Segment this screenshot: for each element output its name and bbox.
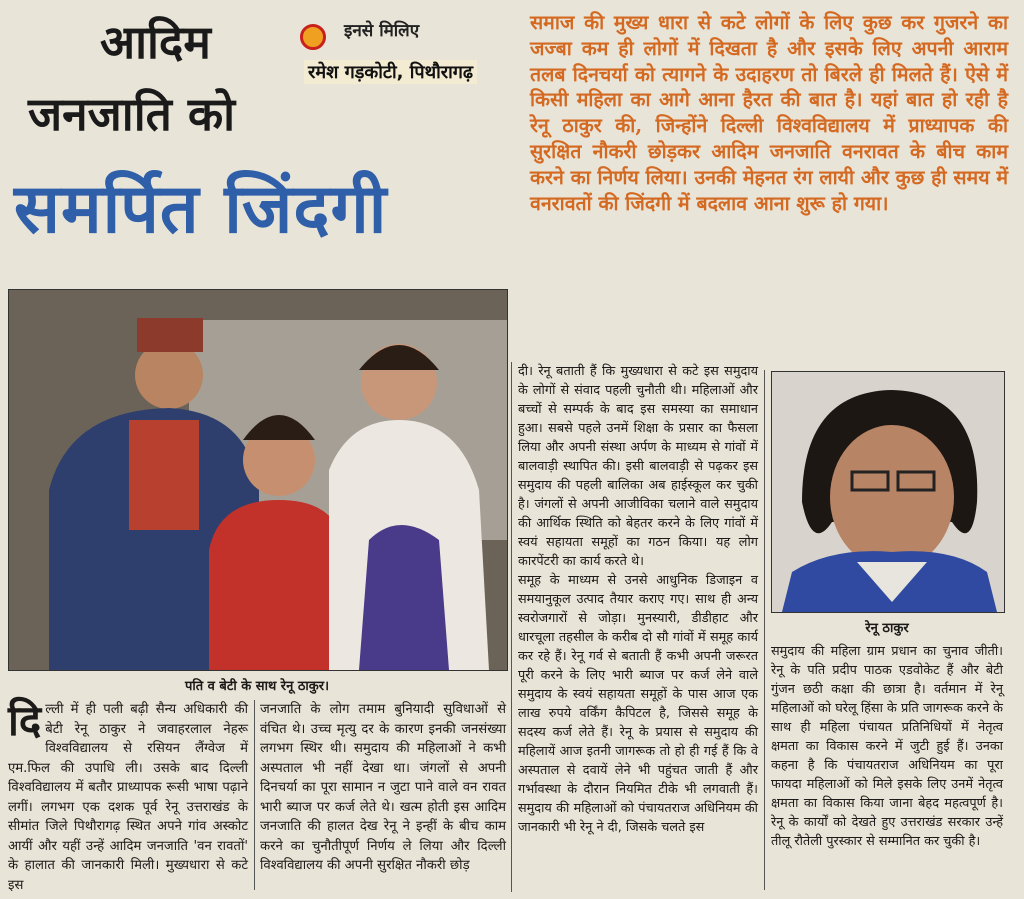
body-column-2-text: जनजाति के लोग तमाम बुनियादी सुविधाओं से वंचित थे। उच्च मृत्यु दर के कारण इनकी जनसंख्या लगभग स्थिर थी। समुदाय की महिलाओं ने कभी अस्पताल भी नहीं देखा था। जंगलों से अपनी दिनचर्या का पूरा सामान न जुटा पाने वाले वन रावत भारी ब्याज पर कर्ज लेते थे। खत्म होती इस आदिम जनजाति की हालत देख रेनू ने इन्हीं के बीच काम करने का चुनौतीपूर्ण निर्णय ले लिया और दिल्ली विश्वविद्यालय की अपनी सुरक्षित नौकरी छोड़ [260,702,506,873]
byline-label: इनसे मिलिए [344,21,420,41]
main-photo [8,289,508,671]
body-column-3 [518,362,758,837]
drop-cap: दि [8,696,42,745]
column-divider [764,370,765,890]
column-divider [511,362,512,892]
body-column-3-text: दी। रेनू बताती हैं कि मुख्यधारा से कटे इस समुदाय के लोगों से संवाद पहली चुनौती थी। महिलाओं और बच्चों से सम्पर्क के बाद इस समस्या का समाधान हुआ। सबसे पहले उनमें शिक्षा के प्रसार का फैसला लिया और अपनी संस्था अर्पण के माध्यम से गांवों में बालवाड़ी स्थापित की। इसी बालवाड़ी से पढ़कर इस समुदाय की पहली बालिका अब हाईस्कूल कर चुकी है। जंगलों से अपनी आजीविका चलाने वाले समुदाय की आर्थिक स्थिति को बेहतर करने के लिए गांवों में स्वयं सहायता समूहों का गठन किया। यह लोग कारपेंटरी का कार्य करते थे। [518,364,758,569]
body-column-1-text: ल्ली में ही पली बढ़ी सैन्य अधिकारी की बेटी रेनू ठाकुर ने जवाहरलाल नेहरू विश्वविद्यालय से रसियन लैंग्वेज में एम.फिल की उपाधि ली। उसके बाद दिल्ली विश्वविद्यालय में बतौर प्राध्यापक रूसी भाषा पढ़ाने लगीं। लगभग एक दशक पूर्व रेनू उत्तराखंड के सीमांत जिले पिथौरागढ़ स्थित अपने गांव अस्कोट आयीं और यहीं उन्हें आदिम जनजाति 'वन रावतों' के हालात की जानकारी मिली। मुख्यधारा से कटे इस [8,702,248,893]
column-divider [254,700,255,890]
intro-paragraph: समाज की मुख्य धारा से कटे लोगों के लिए कुछ कर गुजरने का जज्बा कम ही लोगों में दिखता है और इसके लिए अपनी आराम तलब दिनचर्या को त्यागने के उदाहरण तो बिरले ही मिलते हैं। ऐसे में किसी महिला का आगे आना हैरत की बात है। यहां बात हो रही है रेनू ठाकुर की, जिन्होंने दिल्ली विश्वविद्यालय में प्राध्यापक की सुरक्षित नौकरी छोड़कर आदिम जनजाति वनरावत के बीच काम करने का निर्णय लिया। उनकी मेहनत रंग लायी और कुछ ही समय में वनरावतों की जिंदगी में बदलाव आना शुरू हो गया। [530,11,1008,215]
headline-line-2: जनजाति को [28,87,236,141]
body-column-4 [771,642,1003,851]
main-photo-caption: पति व बेटी के साथ रेनू ठाकुर। [184,679,329,694]
body-column-3-text-continued: समूह के माध्यम से उनसे आधुनिक डिजाइन व समयानुकूल उत्पाद तैयार कराए गए। साथ ही अन्य स्वरोजगारों से जोड़ा। मुनस्यारी, डीडीहाट और धारचूला तहसील के करीब दो सौ गांवों में समूह कार्य कर रहे हैं। रेनू गर्व से बताती हैं कभी अपनी जरूरत पूरी करने के लिए भारी ब्याज पर कर्ज लेने वाले समुदाय के स्वयं सहायता समूहों के पास आज एक लाख रुपये वर्किंग कैपिटल है, जिससे समूह के सदस्य कर्ज लेते हैं। रेनू के प्रयास से समुदाय की महिलायें आज इतनी जागरूक तो हो ही गई हैं कि वे अस्पताल से दवायें लेने भी पहुंचत जाती हैं और गर्भावस्था के दौरान नियमित टीके भी लगवाती हैं। समुदाय की महिलाओं को पंचायतराज अधिनियम की जानकारी भी रेनू ने दी, जिसके चलते इस [518,573,758,835]
body-column-2 [260,700,506,876]
byline-logo-icon [300,24,326,50]
byline-author: रमेश गड़कोटी, पिथौरागढ़ [304,60,477,84]
body-column-1 [8,696,248,895]
portrait-photo [771,371,1005,613]
portrait-photo-figure [772,372,1004,612]
headline-main: समर्पित जिंदगी [14,169,388,249]
main-photo-figures [9,290,507,670]
portrait-photo-caption: रेनू ठाकुर [865,621,909,636]
headline-line-1: आदिम [100,15,211,69]
body-column-4-text: समुदाय की महिला ग्राम प्रधान का चुनाव जीती। रेनू के पति प्रदीप पाठक एडवोकेट हैं और बेटी गुंजन छठी कक्षा की छात्रा है। वर्तमान में रेनू महिलाओं को घरेलू हिंसा के प्रति जागरूक करने के साथ ही महिला पंचायत प्रतिनिधियों में नेतृत्व क्षमता का विकास करने में जुटी हुई हैं। उनका कहना है कि पंचायतराज अधिनियम का पूरा फायदा महिलाओं को मिले इसके लिए उनमें नेतृत्व क्षमता का विकास किया जाना बेहद महत्वपूर्ण है। रेनू के कार्यों को देखते हुए उत्तराखंड सरकार उन्हें तीलू रौतेली पुरस्कार से सम्मानित कर चुकी है। [771,644,1003,849]
